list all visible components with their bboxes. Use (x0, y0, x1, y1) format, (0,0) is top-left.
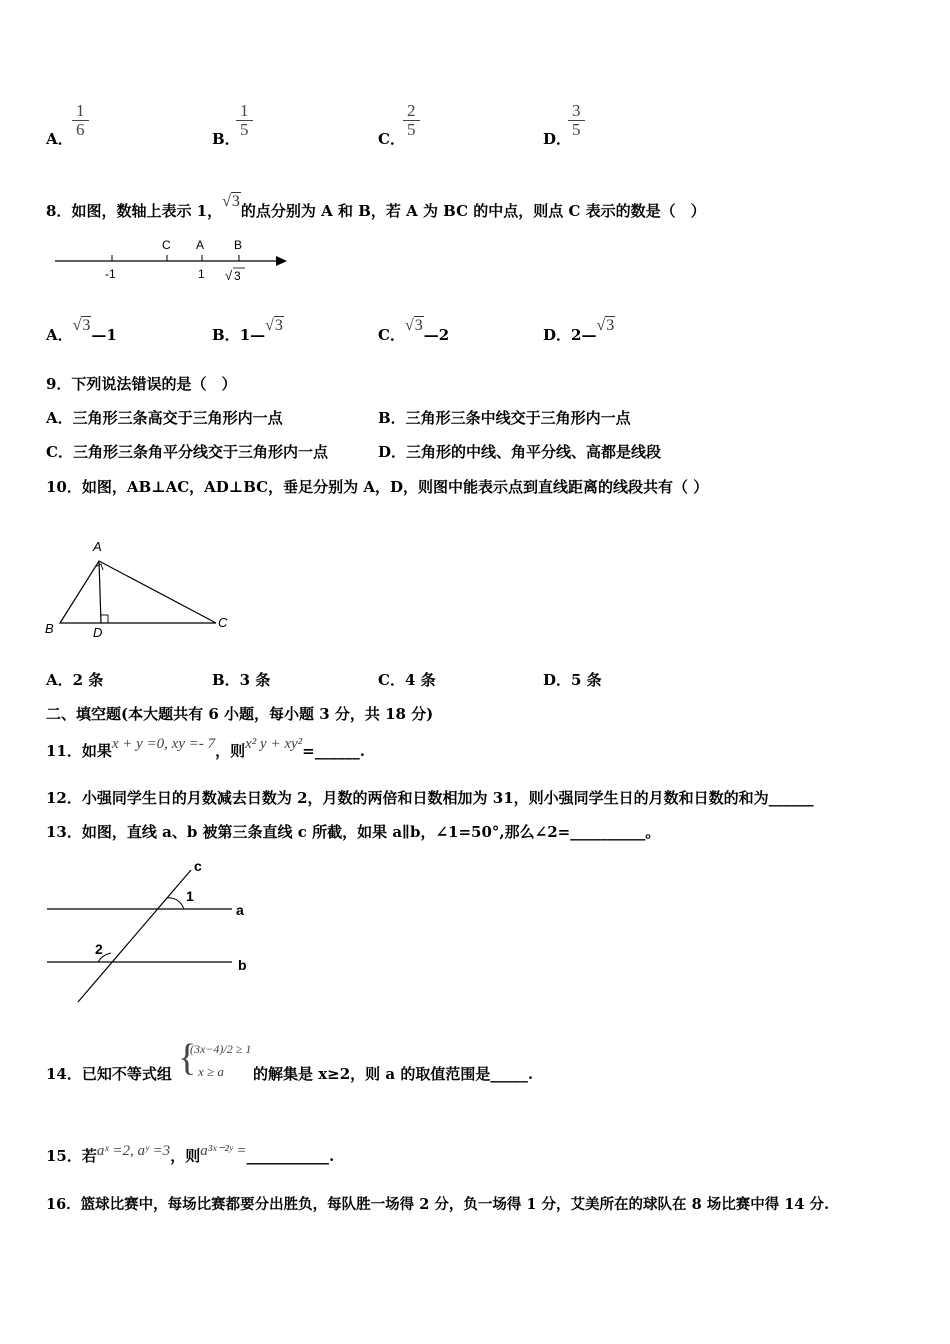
q15-mid: ，则 (170, 1147, 201, 1165)
numerator: 2 (407, 101, 416, 120)
sqrt-3: √3 (72, 317, 91, 334)
option-label: B． (212, 326, 240, 344)
q8-option-c (378, 317, 450, 345)
q9-option-b: B．三角形三条中线交于三角形内一点 (378, 409, 631, 427)
question-number: 8． (46, 202, 72, 220)
option-b-label: B． (212, 130, 240, 148)
q14-suffix: 的解集是 x≥2，则 a 的取值范围是_____. (253, 1065, 534, 1083)
option-post: —2 (423, 326, 450, 344)
option-c-fraction (403, 102, 420, 139)
radicand: 3 (414, 317, 423, 334)
option-label: A． (46, 326, 73, 344)
q10-option-d: D．5 条 (543, 671, 602, 689)
angle-1-label: 1 (186, 888, 194, 904)
sqrt-3: √3 (222, 193, 240, 210)
sqrt-3: √3 (265, 317, 283, 334)
denominator: 5 (568, 120, 585, 139)
question-15 (46, 1145, 334, 1166)
parallel-lines-figure (40, 856, 260, 1006)
triangle-figure (40, 536, 240, 642)
label-1: 1 (198, 267, 205, 281)
q11-prefix: 11．如果 (46, 742, 112, 760)
option-label: D． (543, 326, 572, 344)
q15-blank: ___________. (246, 1147, 335, 1165)
triangle-abc (60, 561, 216, 623)
line-c (78, 870, 191, 1002)
q9-option-a: A．三角形三条高交于三角形内一点 (46, 409, 283, 427)
q8-option-a (46, 317, 117, 345)
q15-expression: a³ˣ⁻²ʸ = (200, 1143, 247, 1159)
denominator: 5 (403, 120, 420, 139)
q11-expression: x² y + xy² (245, 736, 303, 752)
denominator: 6 (72, 120, 89, 139)
q8-option-d (543, 317, 615, 345)
vertex-d: D (93, 625, 103, 640)
label-a: a (236, 902, 244, 918)
q11-blank: =______. (302, 742, 365, 760)
option-label: C． (378, 326, 405, 344)
question-9-stem: 9．下列说法错误的是（ ） (46, 375, 237, 393)
option-pre: 2— (571, 326, 597, 344)
question-10-stem: 10．如图，AB⊥AC，AD⊥BC，垂足分别为 A，D，则图中能表示点到直线距离的线段共有（ ） (46, 478, 709, 496)
label-minus-1: -1 (105, 267, 116, 281)
option-d-fraction (568, 102, 585, 139)
radicand: 3 (606, 317, 615, 334)
inequality-line-2: x ≥ a (198, 1064, 224, 1079)
question-13-stem: 13．如图，直线 a、b 被第三条直线 c 所截，如果 a∥b，∠1=50°,那么∠2=__________。 (46, 823, 661, 841)
label-b: b (238, 957, 247, 973)
right-angle-mark-d (101, 615, 108, 623)
denominator: 5 (236, 120, 253, 139)
q14-prefix: 14．已知不等式组 (46, 1065, 172, 1083)
angle-1-arc (167, 898, 184, 909)
vertex-a: A (93, 539, 102, 554)
label-b: B (234, 238, 243, 252)
vertex-c: C (218, 615, 228, 630)
system-brace: { (178, 1037, 197, 1079)
question-11 (46, 736, 365, 761)
axis-arrow (276, 256, 287, 266)
radicand: 3 (82, 317, 91, 334)
number-line-figure (50, 232, 295, 288)
radicand: 3 (231, 193, 240, 210)
section-2-heading: 二、填空题(本大题共有 6 小题，每小题 3 分，共 18 分) (46, 705, 434, 723)
q15-condition: aˣ =2, aʸ =3 (96, 1143, 171, 1159)
stem-text: 如图，数轴上表示 1， (71, 202, 223, 220)
question-16: 16．篮球比赛中，每场比赛都要分出胜负，每队胜一场得 2 分，负一场得 1 分，艾美所在的球队在 8 场比赛中得 14 分. (46, 1196, 830, 1213)
numerator: 1 (240, 101, 249, 120)
q11-mid: ，则 (215, 742, 246, 760)
label-sqrt3: 3 (234, 269, 241, 283)
label-c: C (162, 238, 171, 252)
altitude-ad (99, 561, 101, 623)
q11-condition: x + y =0, xy =- 7 (111, 736, 216, 752)
numerator: 1 (76, 101, 85, 120)
q8-option-b (212, 317, 284, 345)
option-c-label: C． (378, 130, 405, 148)
q10-option-b: B．3 条 (212, 671, 271, 689)
question-8-stem (46, 193, 706, 221)
q9-option-c: C．三角形三条角平分线交于三角形内一点 (46, 443, 328, 461)
stem-text: 的点分别为 A 和 B，若 A 为 BC 的中点，则点 C 表示的数是（ ） (240, 202, 706, 220)
question-12: 12．小强同学生日的月数减去日数为 2，月数的两倍和日数相加为 31，则小强同学生日的月数和日数的和为______ (46, 789, 814, 807)
option-pre: 1— (239, 326, 266, 344)
numerator: 3 (572, 101, 581, 120)
option-d-label: D． (543, 130, 572, 148)
angle-2-label: 2 (95, 941, 103, 957)
option-b-fraction (236, 102, 253, 139)
q9-option-d: D．三角形的中线、角平分线、高都是线段 (378, 443, 662, 461)
radicand: 3 (274, 317, 283, 334)
vertex-b: B (45, 621, 54, 636)
sqrt-3: √3 (596, 317, 615, 334)
option-post: —1 (91, 326, 117, 344)
inequality-line-1: (3x−4)/2 ≥ 1 (190, 1042, 252, 1056)
q10-option-a: A．2 条 (46, 671, 104, 689)
q15-prefix: 15．若 (46, 1147, 97, 1165)
option-a-fraction (72, 102, 89, 139)
label-a: A (196, 238, 205, 252)
radical-sign: √ (225, 268, 233, 283)
label-c: c (194, 858, 202, 874)
sqrt-3: √3 (404, 317, 423, 334)
option-a-label: A． (46, 130, 73, 148)
q10-option-c: C．4 条 (378, 671, 436, 689)
